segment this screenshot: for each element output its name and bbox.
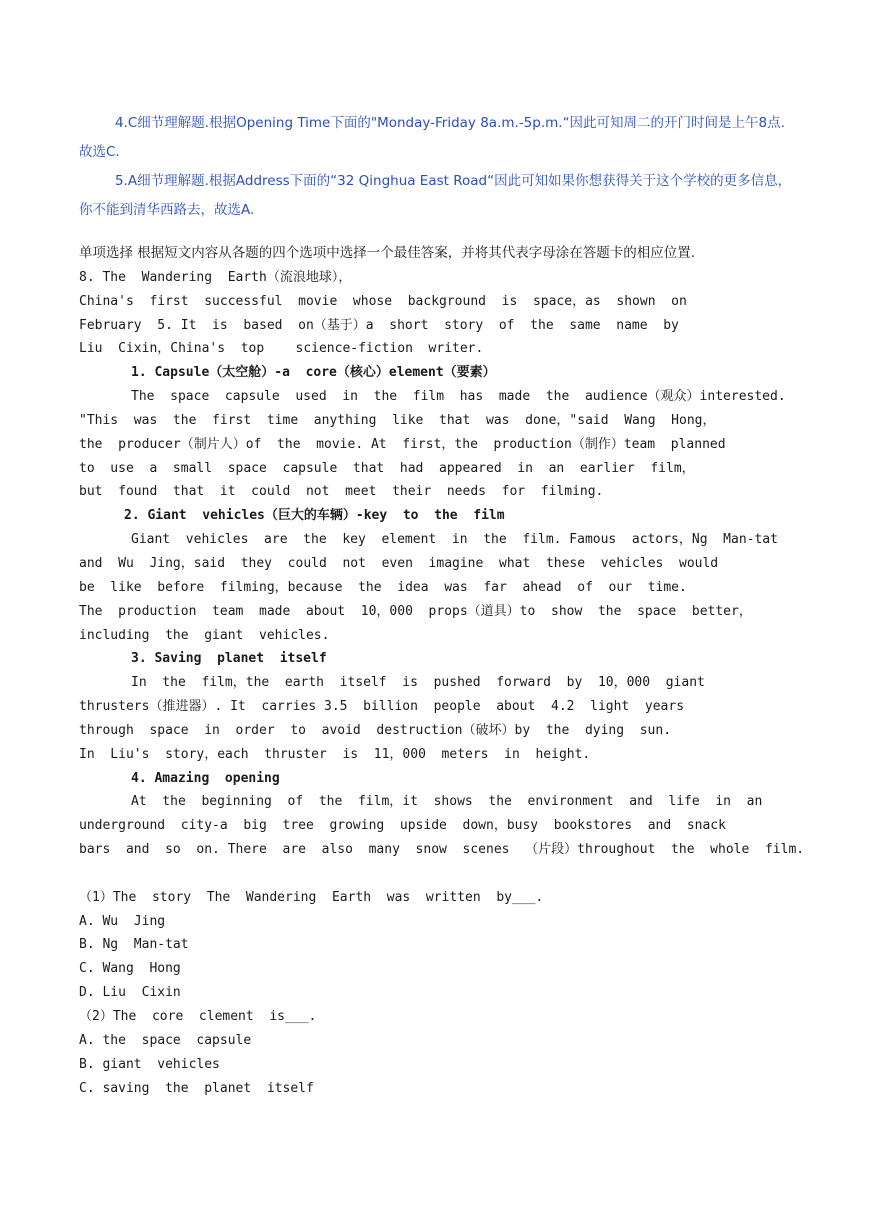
option-1d[interactable]: D. Liu Cixin — [79, 985, 181, 1001]
passage-line: At the beginning of the film，it shows the environment and life in an — [131, 794, 763, 810]
section-heading-capsule: 1. Capsule（太空舱）-a core（核心）element（要素） — [131, 365, 496, 381]
instructions: 单项选择 根据短文内容从各题的四个选项中选择一个最佳答案，并将其代表字母涂在答题卡的相应位置. — [79, 245, 696, 261]
passage-line: In Liu's story，each thruster is 11，000 meters in height. — [79, 746, 591, 762]
option-2a[interactable]: A. the space capsule — [79, 1032, 252, 1048]
passage-line: bars and so on. There are also many snow scenes （片段）throughout the whole film. — [79, 842, 805, 858]
option-1c[interactable]: C. Wang Hong — [79, 961, 181, 977]
passage-intro-line: Liu Cixin，China's top science-fiction writer. — [79, 341, 484, 357]
passage-line: be like before filming，because the idea was far ahead of our time. — [79, 579, 687, 595]
answer-explanation-4: 4.C细节理解题.根据Opening Time下面的"Monday-Friday 8a.m.-5p.m.“因此可知周二的开门时间是上午8点.故选C. — [79, 115, 785, 160]
passage-line: "This was the first time anything like that was done，"said Wang Hong， — [79, 412, 716, 428]
passage-line: and Wu Jing，said they could not even imagine what these vehicles would — [79, 555, 719, 571]
passage-line: In the film，the earth itself is pushed forward by 10，000 giant — [131, 675, 705, 691]
question-stem-2: （2）The core clement is___. — [79, 1009, 317, 1024]
option-1b[interactable]: B. Ng Man-tat — [79, 937, 189, 953]
passage-intro-line: February 5. It is based on（基于）a short story of the same name by — [79, 317, 679, 333]
passage-line: through space in order to avoid destruction（破坏）by the dying sun. — [79, 722, 672, 738]
option-2b[interactable]: B. giant vehicles — [79, 1056, 220, 1072]
passage-line: the producer（制片人）of the movie. At first，the production（制作）team planned — [79, 436, 726, 452]
passage-line: underground city-a big tree growing upside down，busy bookstores and snack — [79, 818, 726, 834]
section-heading-opening: 4. Amazing opening — [131, 770, 280, 786]
passage-line: The space capsule used in the film has made the audience（观众）interested. — [131, 389, 786, 405]
passage-line: The production team made about 10，000 props（道具）to show the space better， — [79, 603, 752, 619]
passage-line: including the giant vehicles. — [79, 627, 330, 643]
passage-intro-line: China's first successful movie whose background is space，as shown on — [79, 293, 687, 309]
passage-line: but found that it could not meet their needs for filming. — [79, 484, 604, 500]
answer-explanation-5: 5.A细节理解题.根据Address下面的“32 Qinghua East Road“因此可知如果你想获得关于这个学校的更多信息，你不能到清华西路去，故选A. — [79, 173, 792, 218]
section-heading-vehicles: 2. Giant vehicles（巨大的车辆）-key to the film — [124, 508, 505, 524]
passage-line: thrusters（推进器）. It carries 3.5 billion people about 4.2 light years — [79, 699, 685, 715]
reading-section — [79, 242, 805, 1100]
section-heading-saving-planet: 3. Saving planet itself — [131, 651, 327, 667]
passage-intro-line: 8. The Wandering Earth（流浪地球）， — [79, 269, 352, 285]
option-2c[interactable]: C. saving the planet itself — [79, 1080, 314, 1096]
passage-line: Giant vehicles are the key element in the film. Famous actors，Ng Man-tat — [131, 532, 778, 548]
question-stem-1: （1）The story The Wandering Earth was written by___. — [79, 889, 544, 905]
passage-line: to use a small space capsule that had appeared in an earlier film， — [79, 460, 695, 476]
spacer — [79, 862, 799, 886]
option-1a[interactable]: A. Wu Jing — [79, 913, 166, 929]
